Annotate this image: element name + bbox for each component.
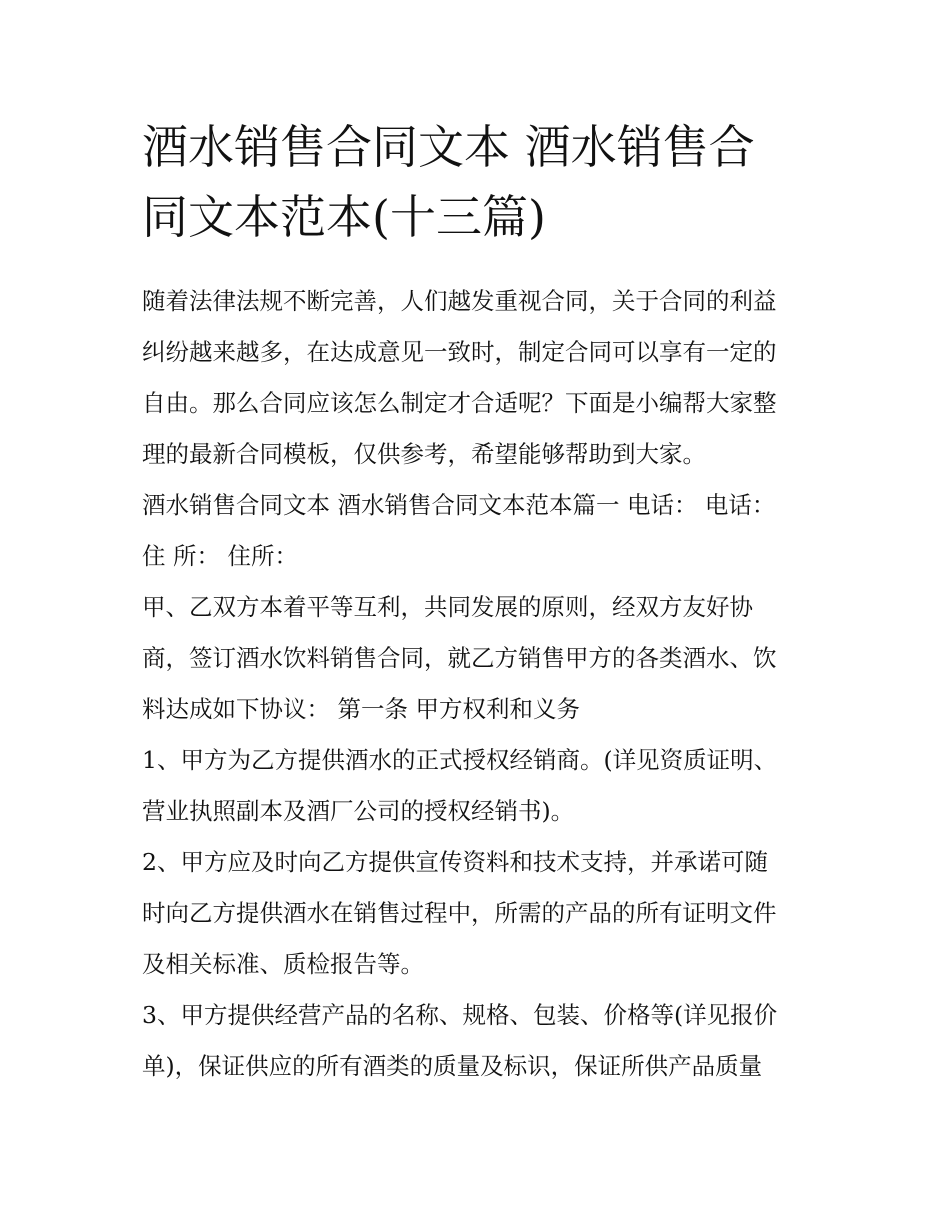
text-line: 单)，保证供应的所有酒类的质量及标识，保证所供产品质量	[142, 1052, 763, 1080]
clause-2-paragraph	[142, 837, 814, 990]
intro-paragraph	[142, 276, 814, 480]
text-line: 1、甲方为乙方提供酒水的正式授权经销商。(详见资质证明、	[142, 746, 778, 774]
document-body	[142, 112, 814, 1092]
document-title	[142, 112, 814, 252]
text-line: 理的最新合同模板，仅供参考，希望能够帮助到大家。	[142, 440, 706, 468]
text-line: 自由。那么合同应该怎么制定才合适呢？下面是小编帮大家整	[142, 389, 777, 417]
clause-1-paragraph	[142, 735, 814, 837]
text-line: 3、甲方提供经营产品的名称、规格、包装、价格等(详见报价	[142, 1001, 778, 1029]
title-line: 同文本范本(十三篇)	[142, 190, 546, 244]
text-line: 及相关标准、质检报告等。	[142, 950, 424, 978]
text-line: 商，签订酒水饮料销售合同，就乙方销售甲方的各类酒水、饮	[142, 644, 777, 672]
text-line: 住 所： 住所：	[142, 542, 298, 570]
text-line: 甲、乙双方本着平等互利，共同发展的原则，经双方友好协	[142, 593, 753, 621]
text-line: 随着法律法规不断完善，人们越发重视合同，关于合同的利益	[142, 287, 777, 315]
clause-3-paragraph	[142, 990, 814, 1092]
text-line: 纠纷越来越多，在达成意见一致时，制定合同可以享有一定的	[142, 338, 777, 366]
text-line: 时向乙方提供酒水在销售过程中，所需的产品的所有证明文件	[142, 899, 777, 927]
text-line: 酒水销售合同文本 酒水销售合同文本范本篇一 电话： 电话：	[142, 491, 776, 519]
contact-paragraph	[142, 480, 814, 582]
text-line: 2、甲方应及时向乙方提供宣传资料和技术支持，并承诺可随	[142, 848, 768, 876]
text-line: 营业执照副本及酒厂公司的授权经销书)。	[142, 797, 575, 825]
title-line: 酒水销售合同文本 酒水销售合	[142, 120, 755, 174]
agreement-paragraph	[142, 582, 814, 735]
text-line: 料达成如下协议： 第一条 甲方权利和义务	[142, 695, 580, 723]
